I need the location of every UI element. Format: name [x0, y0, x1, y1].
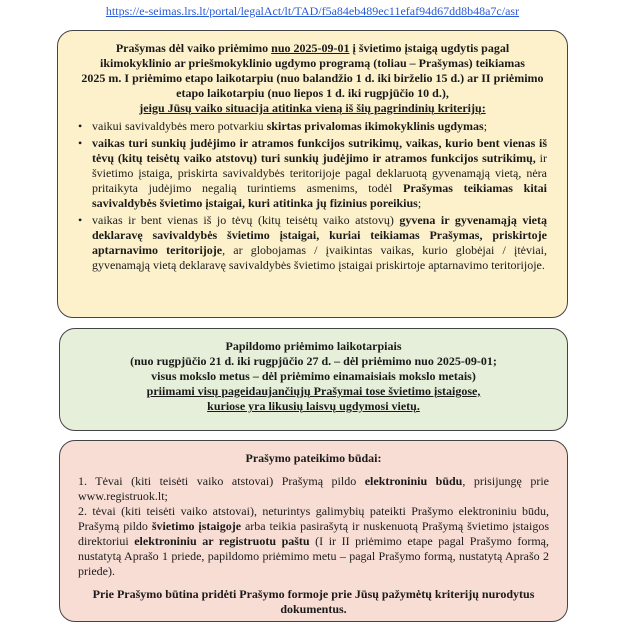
submission-methods-box — [59, 440, 568, 622]
criteria-list — [78, 119, 547, 273]
c3-end: , ar globojamas / įvaikintas vaikas, kurio globėjai / įtėviai, gyvenamąją vietą deklaravę savivaldybės švietimo įstaigai priskirtoje aptarnavimo teritorijoje. — [92, 243, 547, 272]
submission-title: Prašymo pateikimo būdai: — [245, 451, 382, 465]
heading-pre: Prašymas dėl vaiko priėmimo — [115, 41, 272, 55]
heading-line3: 2025 m. I priėmimo etapo laikotarpiu (nuo balandžio 1 d. iki birželio 15 d.) ar II priėmimo — [81, 71, 544, 85]
aa-line4: priimami visų pageidaujančiųjų Prašymai tose švietimo įstaigose, — [146, 384, 481, 398]
c2-text: ir švietimo įstaiga, priskirta savivaldybės teritorijoje pagal deklaruotą gyvenamąją vietą, nėra pritaikyta judėjimo negalią turintiems asmenims, todėl — [92, 151, 547, 195]
c2-bold-2: Prašymas teikiamas kitai savivaldybės švietimo įstaigai, kuri atitinka jų fizinius poreikius — [92, 181, 547, 210]
criterion-mandatory-education — [78, 119, 547, 134]
note-line1: Prie Prašymo būtina pridėti Prašymo formoje prie Jūsų pažymėtų kriterijų nurodytus — [92, 587, 535, 601]
c1-text: vaikui savivaldybės mero potvarkiu — [92, 119, 267, 133]
c3-bold: gyvena ir gyvenamąją vietą deklaravę savivaldybės švietimo įstaigai, kuriai teikiamas Prašymas, priskirtoje aptarnavimo teritorijoje — [92, 213, 547, 257]
documents-note — [78, 587, 549, 617]
c2-end: ; — [417, 196, 422, 210]
main-criteria-box — [57, 30, 568, 318]
m2-end: (I ir II priėmimo etape pagal Prašymo formą, nustatytą Aprašo 1 priede, papildomo priėmimo metu – pagal Prašymo formą, nustatytą Aprašo 2 priede). — [78, 534, 549, 578]
heading-line4: etapo laikotarpiu (nuo liepos 1 d. iki rugpjūčio 10 d.), — [176, 86, 449, 100]
m2-text-2: arba teikia pasirašytą ir nuskenuotą Prašymą švietimo įstaigos direktoriui — [78, 519, 549, 548]
additional-admission-text — [78, 339, 549, 414]
aa-line5: kuriose yra likusių laisvų ugdymosi vietų. — [207, 399, 420, 413]
additional-admission-box — [59, 328, 568, 431]
m1-text: 1. Tėvai (kiti teisėti vaiko atstovai) Prašymą pildo — [78, 474, 365, 488]
aa-line3: visus mokslo metus – dėl priėmimo einamaisiais mokslo metais) — [151, 369, 476, 383]
method-electronic — [78, 474, 549, 504]
heading-line1-post: į švietimo įstaigą ugdytis pagal — [349, 41, 510, 55]
source-url-link[interactable]: https://e-seimas.lrs.lt/portal/legalAct/lt/TAD/f5a84eb489ec11efaf94d67dd8b48a7c/asr — [105, 4, 520, 18]
c1-bold: skirtas privalomas ikimokyklinis ugdymas — [266, 119, 484, 133]
m2-bold-2: elektroniniu ar registruotu paštu — [134, 534, 310, 548]
c1-end: ; — [483, 119, 488, 133]
note-line2: dokumentus. — [280, 602, 347, 616]
m1-end: , prisijungę prie www.registruok.lt; — [78, 474, 550, 503]
heading-line5: jeigu Jūsų vaiko situacija atitinka vieną iš šių pagrindinių kriterijų: — [139, 101, 486, 115]
aa-line1: Papildomo priėmimo laikotarpiais — [225, 339, 402, 353]
heading-date: nuo 2025-09-01 — [271, 41, 350, 55]
m2-bold: švietimo įstaigoje — [151, 519, 242, 533]
c3-text: vaikas ir bent vienas iš jo tėvų (kitų teisėtų vaiko atstovų) — [92, 213, 400, 227]
criteria-heading — [78, 41, 547, 116]
m2-text: 2. tėvai (kiti teisėti vaiko atstovai), neturintys galimybių pateikti Prašymo elektroniniu būdu, Prašymą pildo — [78, 504, 549, 533]
method-paper — [78, 504, 549, 579]
criterion-mobility-disorder — [78, 136, 547, 211]
c2-bold: vaikas turi sunkių judėjimo ir atramos funkcijos sutrikimų, vaikas, kurio bent vienas iš tėvų (kitų teisėtų vaiko atstovų) turi sunkių judėjimo ir atramos funkcijos sutrikimų, — [92, 136, 547, 165]
heading-line2: ikimokyklinio ar priešmokyklinio ugdymo programą (toliau – Prašymas) teikiamas — [100, 56, 525, 70]
criterion-residence-territory — [78, 213, 547, 273]
aa-line2: (nuo rugpjūčio 21 d. iki rugpjūčio 27 d. – dėl priėmimo nuo 2025-09-01; — [130, 354, 497, 368]
m1-bold: elektroniniu būdu — [364, 474, 463, 488]
